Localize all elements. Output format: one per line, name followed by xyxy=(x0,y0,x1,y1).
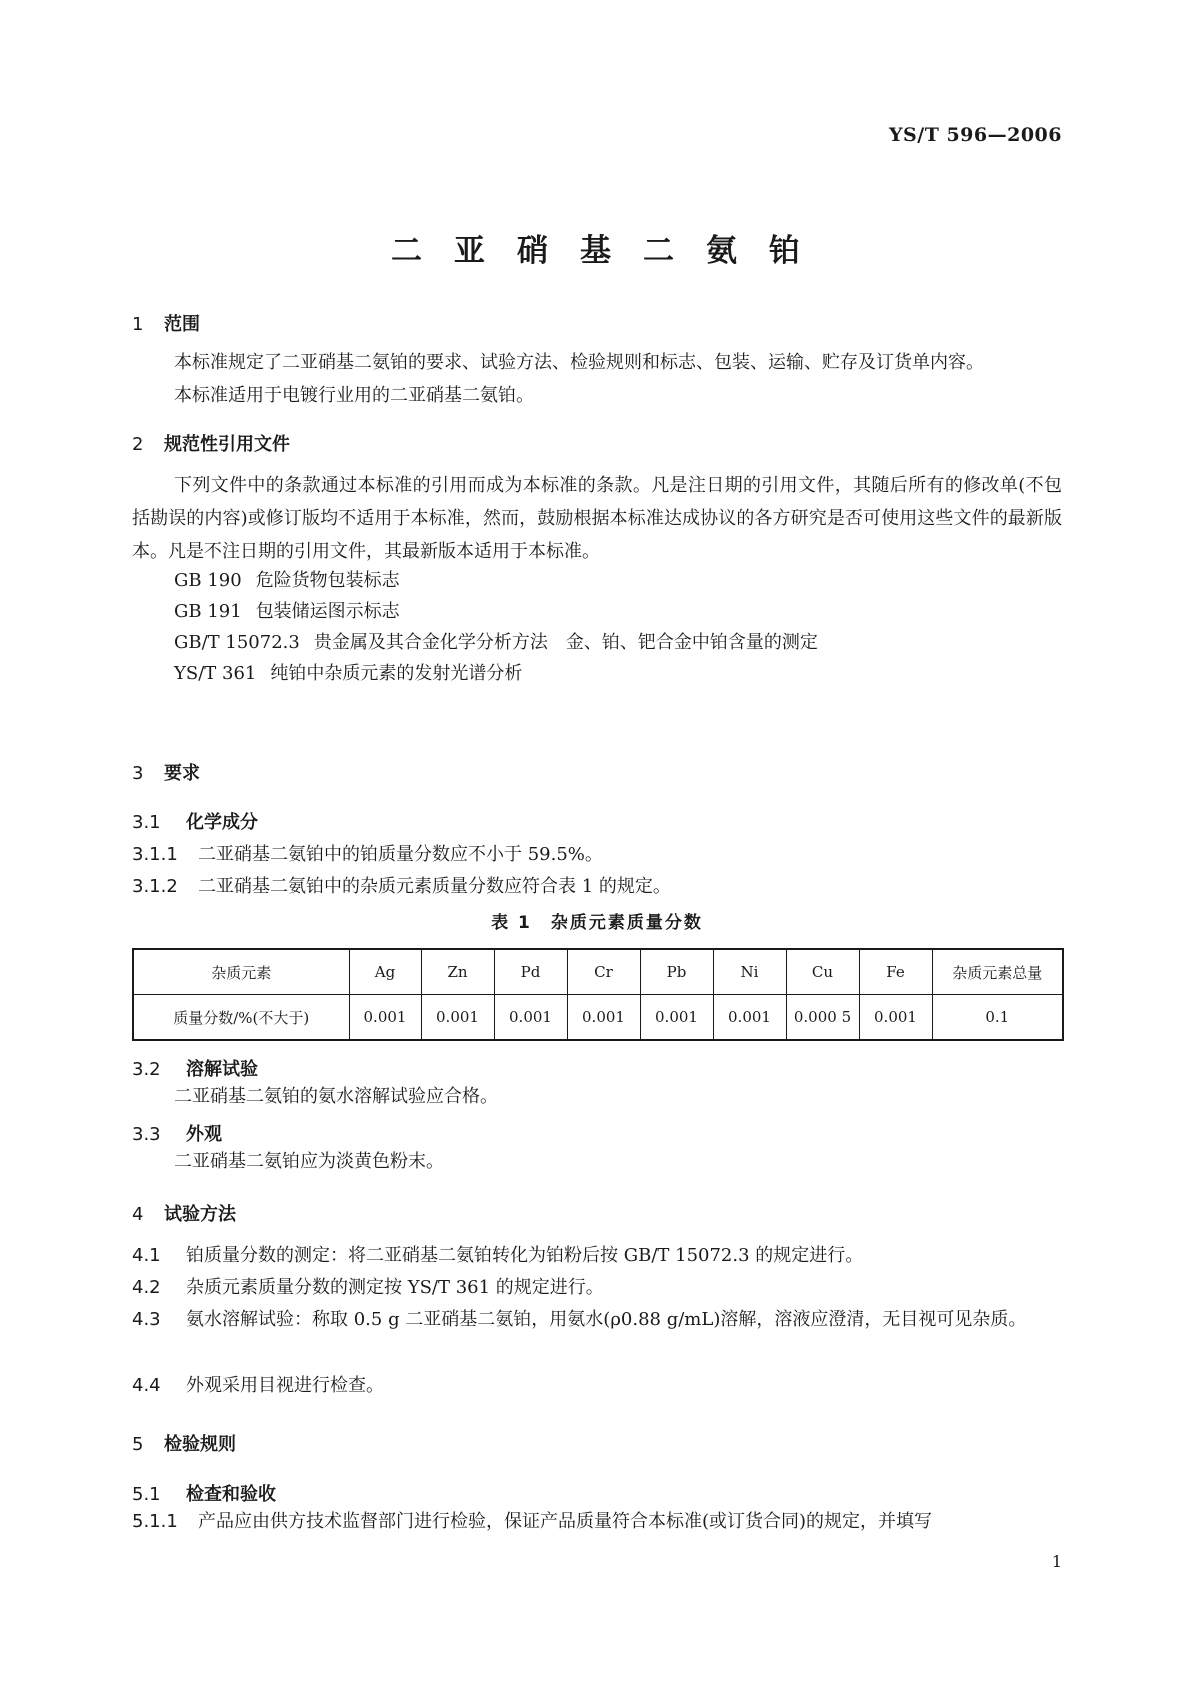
section-number: 1 xyxy=(132,314,144,335)
table-cell: 0.1 xyxy=(932,995,1063,1041)
section-2-intro: 下列文件中的条款通过本标准的引用而成为本标准的条款。凡是注日期的引用文件，其随后所有的修改单(不包括勘误的内容)或修订版均不适用于本标准，然而，鼓励根据本标准达成协议的各方研究是否可使用这些文件的最新版本。凡是不注日期的引用文件，其最新版本适用于本标准。 xyxy=(132,475,1062,562)
reference-item xyxy=(132,626,1104,659)
table-header-cell: 杂质元素总量 xyxy=(932,949,1063,995)
table-header-cell: Fe xyxy=(859,949,932,995)
reference-item xyxy=(132,564,1104,597)
clause-text: 二亚硝基二氨铂中的铂质量分数应不小于 59.5%。 xyxy=(198,844,603,865)
table-cell: 0.001 xyxy=(640,995,713,1041)
subsection-title: 检查和验收 xyxy=(186,1484,276,1505)
table-cell: 0.000 5 xyxy=(786,995,859,1041)
subsection-number: 3.2 xyxy=(132,1059,161,1080)
clause-number: 5.1.1 xyxy=(132,1511,178,1532)
subsection-title: 化学成分 xyxy=(186,812,258,833)
table-cell: 0.001 xyxy=(567,995,640,1041)
clause-text: 氨水溶解试验：称取 0.5 g 二亚硝基二氨铂，用氨水(ρ0.88 g/mL)溶解，溶液应澄清，无目视可见杂质。 xyxy=(186,1309,1027,1330)
clause-4-3 xyxy=(132,1304,1062,1336)
reference-code: GB/T 15072.3 xyxy=(174,632,300,653)
table-header-cell: Ni xyxy=(713,949,786,995)
table-cell: 0.001 xyxy=(713,995,786,1041)
section-5-heading xyxy=(132,1430,1062,1456)
subsection-3-3-heading xyxy=(132,1120,1062,1146)
section-title: 试验方法 xyxy=(164,1204,236,1225)
section-2-heading xyxy=(132,430,1062,456)
table-cell: 0.001 xyxy=(494,995,567,1041)
subsection-title: 外观 xyxy=(186,1124,222,1145)
clause-text: 二亚硝基二氨铂中的杂质元素质量分数应符合表 1 的规定。 xyxy=(198,876,671,897)
clause-5-1-1 xyxy=(132,1506,1062,1538)
clause-4-2 xyxy=(132,1272,1062,1304)
page-number: 1 xyxy=(1051,1552,1062,1571)
table-header-cell: Pb xyxy=(640,949,713,995)
subsection-5-1-heading xyxy=(132,1480,1062,1506)
section-4-heading xyxy=(132,1200,1062,1226)
reference-name: 包装储运图示标志 xyxy=(255,601,400,622)
table-cell: 0.001 xyxy=(349,995,421,1041)
clause-number: 4.2 xyxy=(132,1277,161,1298)
section-1-para-1: 本标准规定了二亚硝基二氨铂的要求、试验方法、检验规则和标志、包装、运输、贮存及订货单内容。 xyxy=(174,352,984,373)
reference-name: 纯铂中杂质元素的发射光谱分析 xyxy=(270,663,523,684)
clause-number: 3.1.1 xyxy=(132,844,178,865)
subsection-number: 5.1 xyxy=(132,1484,161,1505)
clause-text: 杂质元素质量分数的测定按 YS/T 361 的规定进行。 xyxy=(186,1277,604,1298)
table-header-cell: Cr xyxy=(567,949,640,995)
section-number: 4 xyxy=(132,1204,144,1225)
table-header-cell: Zn xyxy=(421,949,494,995)
section-number: 2 xyxy=(132,434,144,455)
clause-3-1-1 xyxy=(132,839,1062,871)
subsection-3-2-text: 二亚硝基二氨铂的氨水溶解试验应合格。 xyxy=(174,1086,498,1107)
reference-item xyxy=(132,657,1104,690)
clause-number: 4.3 xyxy=(132,1309,161,1330)
table-header-cell: Pd xyxy=(494,949,567,995)
document-title: 二亚硝基二氨铂 xyxy=(391,233,832,269)
clause-text: 产品应由供方技术监督部门进行检验，保证产品质量符合本标准(或订货合同)的规定，并填写 xyxy=(198,1511,933,1532)
subsection-title: 溶解试验 xyxy=(186,1059,258,1080)
reference-code: GB 190 xyxy=(174,570,242,591)
table-caption: 表 1 杂质元素质量分数 xyxy=(491,913,703,933)
table-header-cell: Ag xyxy=(349,949,421,995)
subsection-number: 3.1 xyxy=(132,812,161,833)
table-cell: 质量分数/%(不大于) xyxy=(133,995,349,1041)
clause-number: 4.4 xyxy=(132,1375,161,1396)
clause-4-4 xyxy=(132,1370,1062,1402)
reference-code: GB 191 xyxy=(174,601,242,622)
subsection-3-2-heading xyxy=(132,1055,1062,1081)
reference-name: 危险货物包装标志 xyxy=(255,570,400,591)
table-header-cell: 杂质元素 xyxy=(133,949,349,995)
standard-code: YS/T 596—2006 xyxy=(888,124,1062,146)
section-number: 5 xyxy=(132,1434,144,1455)
section-3-heading xyxy=(132,759,1062,785)
impurity-table xyxy=(132,948,1064,1041)
clause-4-1 xyxy=(132,1240,1062,1272)
section-title: 要求 xyxy=(164,763,200,784)
table-header-cell: Cu xyxy=(786,949,859,995)
section-1-heading xyxy=(132,310,1062,336)
clause-text: 外观采用目视进行检查。 xyxy=(186,1375,384,1396)
section-title: 范围 xyxy=(164,314,200,335)
clause-3-1-2 xyxy=(132,871,1062,903)
reference-name: 贵金属及其合金化学分析方法 金、铂、钯合金中铂含量的测定 xyxy=(313,632,818,653)
table-row xyxy=(133,995,1063,1041)
section-title: 规范性引用文件 xyxy=(164,434,290,455)
reference-code: YS/T 361 xyxy=(174,663,257,684)
clause-text: 铂质量分数的测定：将二亚硝基二氨铂转化为铂粉后按 GB/T 15072.3 的规定进行。 xyxy=(186,1245,864,1266)
subsection-3-1-heading xyxy=(132,808,1062,834)
subsection-3-3-text: 二亚硝基二氨铂应为淡黄色粉末。 xyxy=(174,1151,444,1172)
clause-number: 4.1 xyxy=(132,1245,161,1266)
table-cell: 0.001 xyxy=(859,995,932,1041)
section-number: 3 xyxy=(132,763,144,784)
subsection-number: 3.3 xyxy=(132,1124,161,1145)
clause-number: 3.1.2 xyxy=(132,876,178,897)
table-header-row xyxy=(133,949,1063,995)
reference-item xyxy=(132,595,1104,628)
table-cell: 0.001 xyxy=(421,995,494,1041)
section-1-para-2: 本标准适用于电镀行业用的二亚硝基二氨铂。 xyxy=(174,385,534,406)
section-title: 检验规则 xyxy=(164,1434,236,1455)
